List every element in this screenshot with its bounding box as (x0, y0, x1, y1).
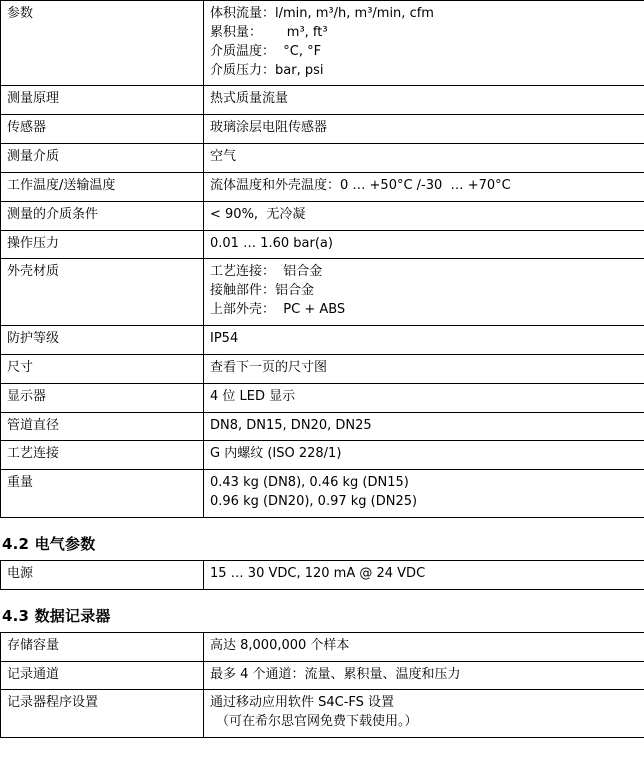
spec-value-cell (204, 470, 644, 518)
general-spec-body (1, 1, 644, 518)
table-row (1, 441, 644, 470)
spec-value-cell (204, 354, 644, 383)
spec-value-cell (204, 115, 644, 144)
spec-value-line: < 90%, 无冷凝 (210, 206, 306, 222)
table-row (1, 690, 644, 738)
table-row (1, 470, 644, 518)
spec-key-cell: 参数 (1, 1, 204, 86)
table-row (1, 632, 644, 661)
spec-value-line: DN8, DN15, DN20, DN25 (210, 417, 372, 433)
spec-value-cell (204, 560, 644, 589)
spec-value-line: 流体温度和外壳温度：0 … +50°C /-30 … +70°C (210, 177, 511, 193)
spec-key-cell: 显示器 (1, 383, 204, 412)
spec-value-cell (204, 661, 644, 690)
spec-value-line: 玻璃涂层电阻传感器 (210, 120, 328, 136)
spec-key-cell: 工艺连接 (1, 441, 204, 470)
spec-value-line: 热式质量流量 (210, 91, 289, 107)
spec-value-line: 上部外壳： PC + ABS (210, 302, 346, 318)
spec-key-cell: 存储容量 (1, 632, 204, 661)
spec-value-cell (204, 690, 644, 738)
spec-key-cell: 记录通道 (1, 661, 204, 690)
section-heading-electrical: 4.2 电气参数 (2, 534, 96, 553)
spec-key-cell: 传感器 (1, 115, 204, 144)
spec-value-line: 工艺连接： 铝合金 (210, 264, 323, 280)
spec-key-cell: 记录器程序设置 (1, 690, 204, 738)
spec-value-line: G 内螺纹 (ISO 228/1) (210, 446, 342, 462)
spec-key-cell: 工作温度/送输温度 (1, 172, 204, 201)
spec-value-cell (204, 325, 644, 354)
spec-value-cell (204, 230, 644, 259)
spec-key-cell: 操作压力 (1, 230, 204, 259)
spec-value-cell (204, 172, 644, 201)
spec-value-line: 空气 (210, 149, 237, 165)
electrical-section (0, 518, 644, 590)
table-row (1, 383, 644, 412)
table-row (1, 172, 644, 201)
datalogger-specification-table (0, 632, 644, 738)
spec-value-cell (204, 259, 644, 326)
spec-value-line: 累积量： m³, ft³ (210, 24, 328, 40)
spec-value-line: 0.43 kg (DN8), 0.46 kg (DN15) (210, 475, 409, 491)
spec-value-line: （可在希尔思官网免费下载使用。） (216, 714, 418, 730)
datalogger-section (0, 590, 644, 738)
spec-value-line: 0.01 … 1.60 bar(a) (210, 235, 333, 251)
table-row (1, 201, 644, 230)
spec-value-cell (204, 1, 644, 86)
spec-value-line: 高达 8,000,000 个样本 (210, 637, 350, 653)
table-row (1, 230, 644, 259)
table-row (1, 661, 644, 690)
spec-key-cell: 外壳材质 (1, 259, 204, 326)
spec-value-line: 介质温度： °C, °F (210, 43, 322, 59)
spec-value-line: 介质压力：bar, psi (210, 62, 324, 78)
spec-value-cell (204, 86, 644, 115)
spec-value-cell (204, 412, 644, 441)
spec-value-line: 查看下一页的尺寸图 (210, 359, 328, 375)
table-row (1, 325, 644, 354)
datalogger-spec-body (1, 632, 644, 737)
table-row (1, 412, 644, 441)
table-row (1, 86, 644, 115)
spec-value-line: 体积流量：l/min, m³/h, m³/min, cfm (210, 6, 434, 21)
spec-value-cell (204, 383, 644, 412)
spec-value-line: 接触部件：铝合金 (210, 283, 315, 299)
spec-value-line: 通过移动应用软件 S4C-FS 设置 (210, 695, 395, 711)
section-heading-datalogger: 4.3 数据记录器 (2, 606, 111, 625)
spec-key-cell: 电源 (1, 560, 204, 589)
spec-value-cell (204, 201, 644, 230)
spec-key-cell: 防护等级 (1, 325, 204, 354)
spec-value-line: 15 … 30 VDC, 120 mA @ 24 VDC (210, 565, 426, 581)
spec-value-line: 4 位 LED 显示 (210, 388, 296, 404)
spec-key-cell: 重量 (1, 470, 204, 518)
spec-value-line: 0.96 kg (DN20), 0.97 kg (DN25) (210, 494, 418, 510)
table-row (1, 259, 644, 326)
table-row (1, 1, 644, 86)
spec-value-line: 最多 4 个通道：流量、累积量、温度和压力 (210, 666, 461, 682)
spec-key-cell: 测量介质 (1, 144, 204, 173)
table-row (1, 354, 644, 383)
spec-key-cell: 测量原理 (1, 86, 204, 115)
spec-value-line: IP54 (210, 330, 239, 346)
table-row (1, 560, 644, 589)
electrical-specification-table (0, 560, 644, 590)
spec-value-cell (204, 144, 644, 173)
electrical-spec-body (1, 560, 644, 589)
table-row (1, 144, 644, 173)
spec-key-cell: 管道直径 (1, 412, 204, 441)
spec-key-cell: 尺寸 (1, 354, 204, 383)
spec-value-cell (204, 632, 644, 661)
spec-key-cell: 测量的介质条件 (1, 201, 204, 230)
table-row (1, 115, 644, 144)
spec-value-cell (204, 441, 644, 470)
